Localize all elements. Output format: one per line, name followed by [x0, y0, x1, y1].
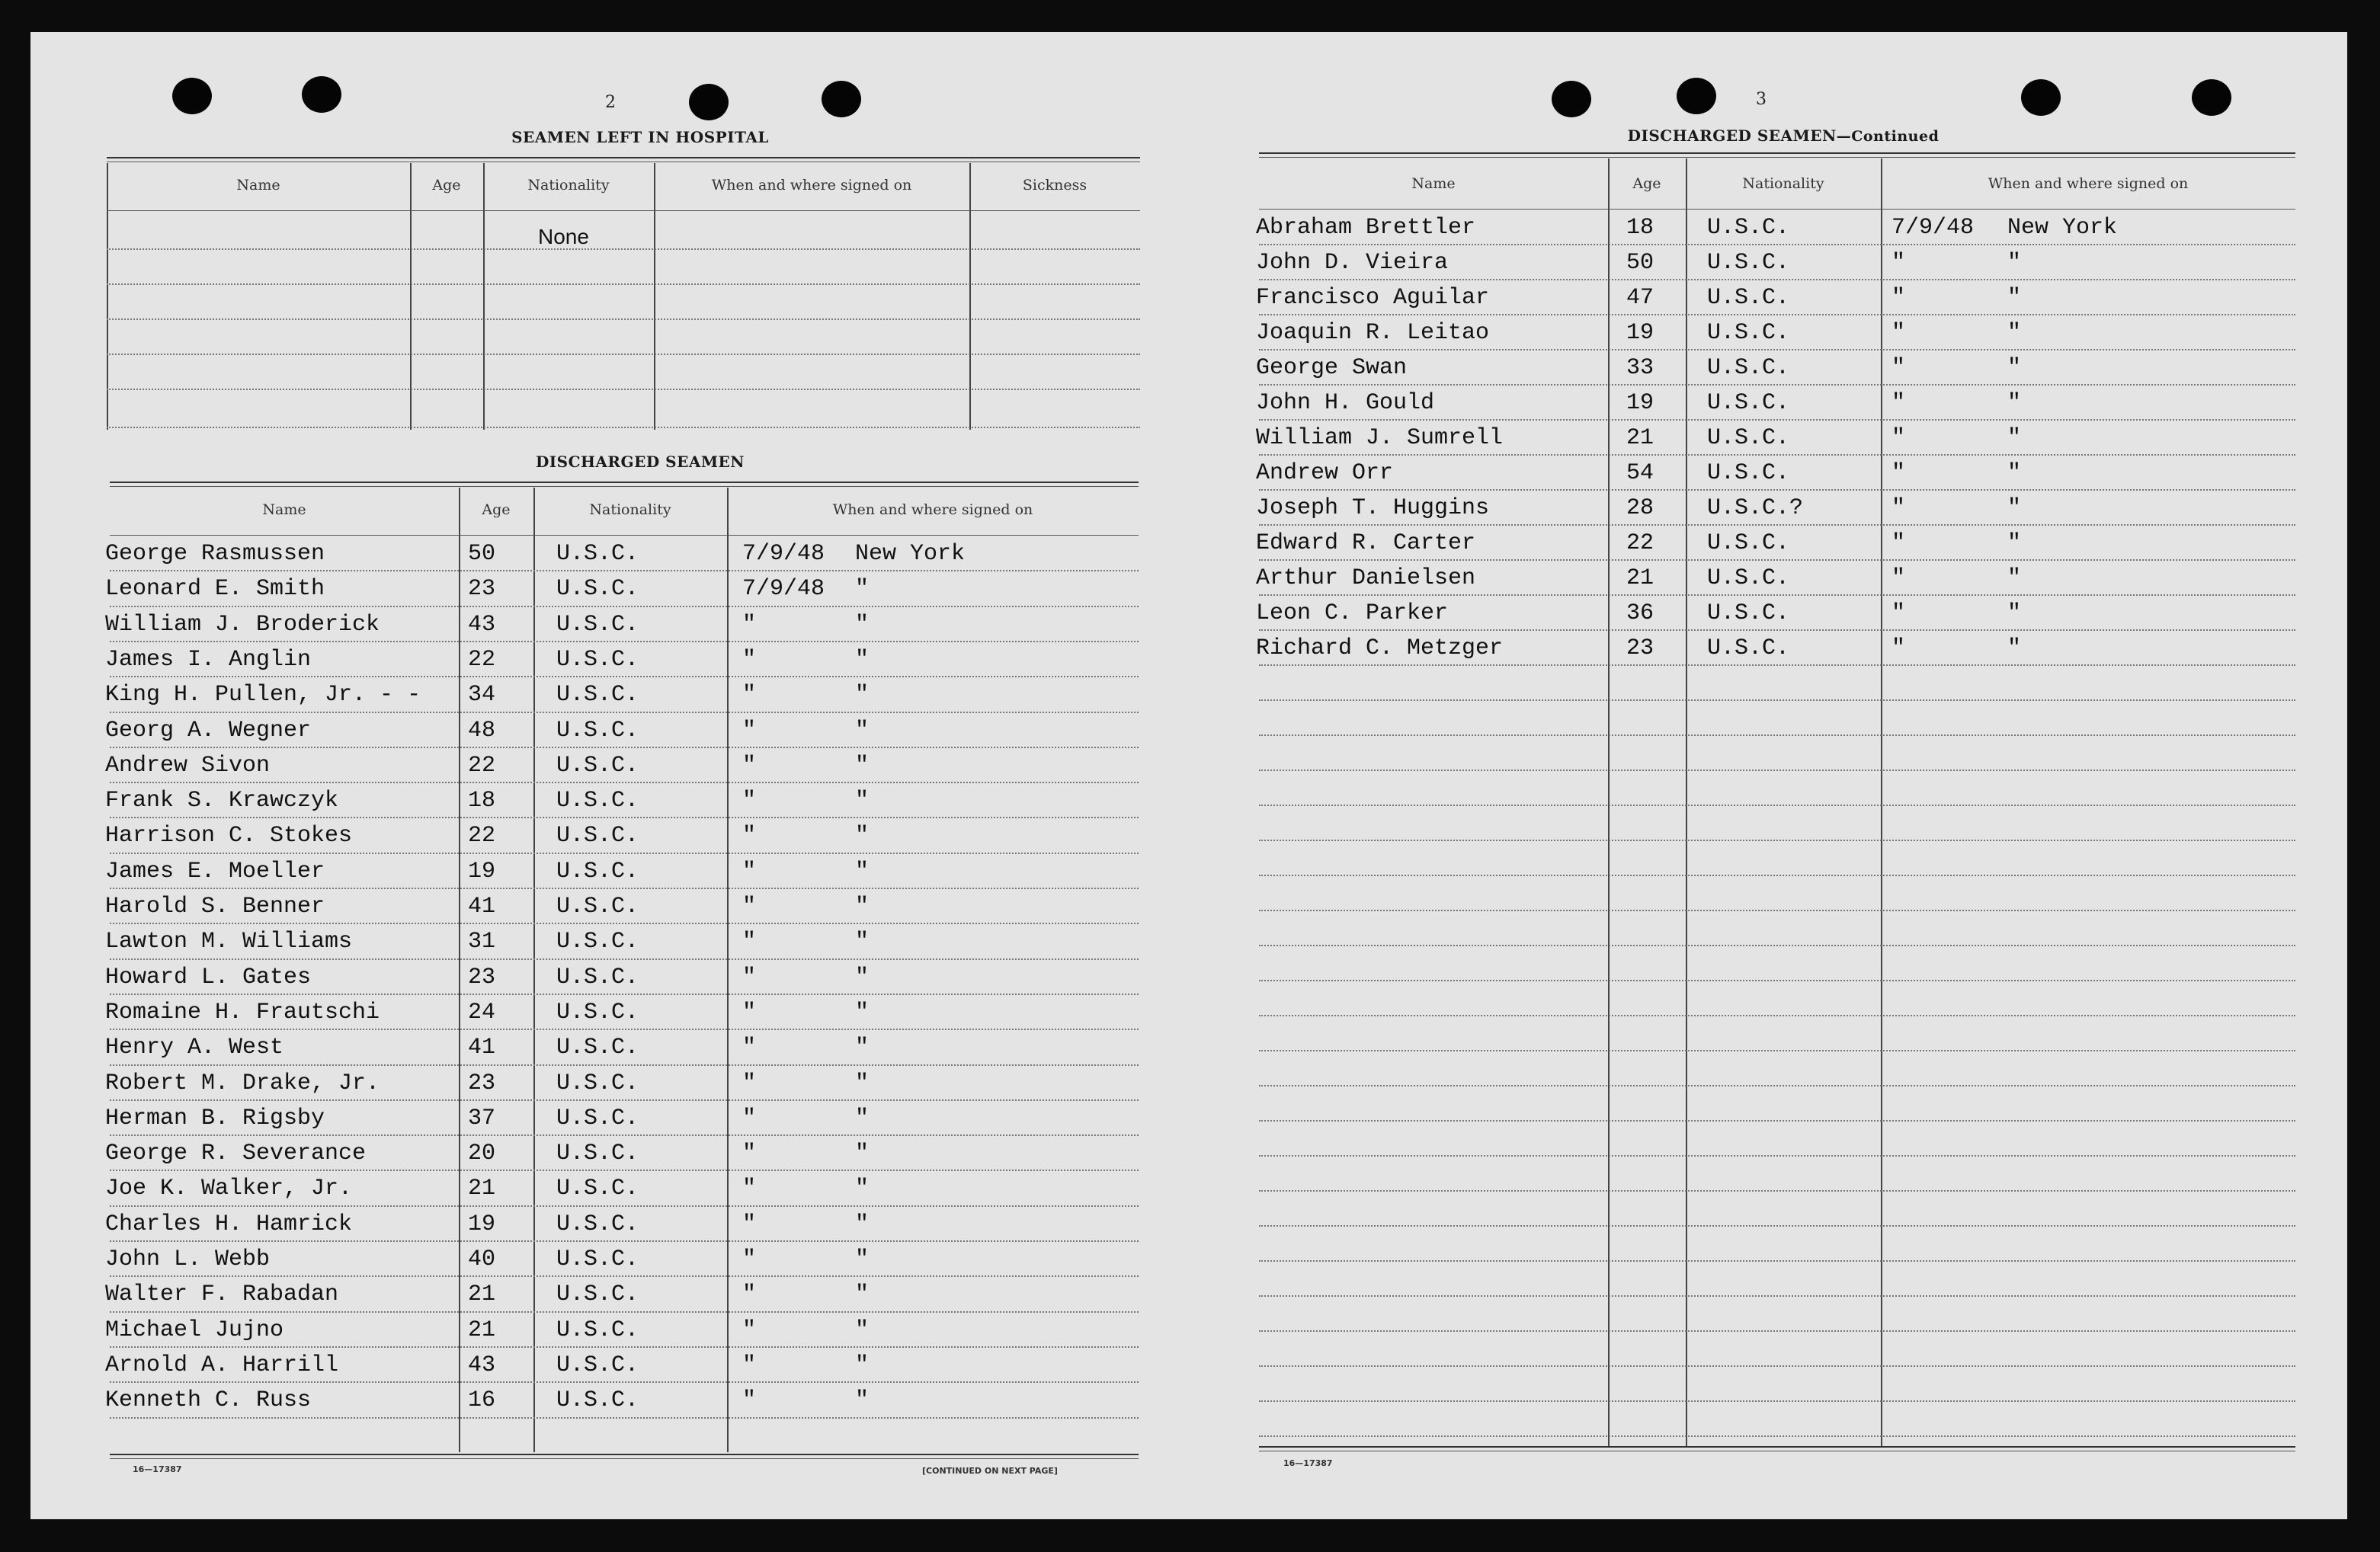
row-rule — [110, 1346, 1139, 1348]
seaman-age: 21 — [1626, 425, 1654, 451]
seaman-nationality: U.S.C. — [556, 964, 639, 990]
signed-on-date: " — [742, 858, 757, 885]
signed-on-place: " — [855, 823, 870, 850]
seaman-name: George Rasmussen — [105, 541, 325, 567]
signed-on-place: " — [855, 858, 870, 885]
seaman-age: 23 — [468, 1070, 496, 1096]
punch-hole — [689, 84, 729, 120]
signed-on-date: 7/9/48 — [1892, 215, 1975, 241]
signed-on-date: " — [742, 1211, 757, 1237]
seaman-age: 21 — [468, 1317, 496, 1343]
signed-on-place: " — [855, 1035, 870, 1061]
row-rule — [1259, 840, 2295, 841]
seaman-nationality: U.S.C. — [1707, 285, 1790, 311]
signed-on-place: " — [2007, 285, 2022, 311]
seaman-name: Andrew Orr — [1256, 460, 1394, 486]
seaman-name: Joe K. Walker, Jr. — [105, 1176, 353, 1202]
seaman-name: Herman B. Rigsby — [105, 1105, 325, 1131]
seaman-age: 23 — [1626, 635, 1654, 661]
title-suffix: —Continued — [1836, 128, 1940, 145]
row-rule — [110, 958, 1139, 960]
signed-on-place: " — [855, 576, 870, 603]
seaman-age: 18 — [468, 788, 496, 814]
signed-on-date: " — [742, 788, 757, 814]
seaman-name: Francisco Aguilar — [1256, 285, 1490, 311]
signed-on-date: 7/9/48 — [742, 541, 825, 567]
column-header-name: Name — [262, 501, 306, 518]
row-rule — [110, 712, 1139, 713]
signed-on-place: New York — [2007, 215, 2118, 241]
row-rule — [1259, 454, 2295, 456]
signed-on-place: " — [855, 752, 870, 779]
row-rule — [1259, 1330, 2295, 1332]
row-rule — [110, 1134, 1139, 1136]
seaman-name: James E. Moeller — [105, 858, 325, 885]
signed-on-date: " — [742, 1246, 757, 1272]
title-text: DISCHARGED SEAMEN — [1627, 126, 1837, 145]
signed-on-date: " — [742, 823, 757, 850]
row-rule — [110, 853, 1139, 854]
column-header-age: Age — [1632, 175, 1661, 192]
signed-on-date: " — [742, 894, 757, 920]
seaman-name: Richard C. Metzger — [1256, 635, 1504, 661]
row-rule — [1259, 1050, 2295, 1051]
signed-on-place: " — [855, 788, 870, 814]
row-rule — [110, 1170, 1139, 1171]
signed-on-date: " — [742, 929, 757, 955]
seaman-nationality: U.S.C. — [1707, 460, 1790, 486]
seaman-age: 50 — [1626, 250, 1654, 276]
seaman-nationality: U.S.C.? — [1707, 495, 1804, 521]
seaman-name: John D. Vieira — [1256, 250, 1449, 276]
punch-hole — [822, 81, 861, 117]
signed-on-date: " — [742, 1035, 757, 1061]
signed-on-place: " — [855, 1211, 870, 1237]
seaman-age: 19 — [468, 1211, 496, 1237]
signed-on-place: " — [2007, 355, 2022, 381]
signed-on-place: " — [855, 611, 870, 638]
punch-hole — [1677, 78, 1716, 114]
signed-on-date: " — [742, 1141, 757, 1167]
seaman-nationality: U.S.C. — [556, 717, 639, 744]
seaman-name: Robert M. Drake, Jr. — [105, 1070, 380, 1096]
row-rule — [1259, 699, 2295, 701]
seaman-name: Charles H. Hamrick — [105, 1211, 353, 1237]
form-number: 16—17387 — [1283, 1458, 1333, 1468]
seaman-nationality: U.S.C. — [556, 576, 639, 603]
seaman-nationality: U.S.C. — [1707, 600, 1790, 626]
seaman-name: George Swan — [1256, 355, 1408, 381]
signed-on-date: " — [742, 1317, 757, 1343]
seaman-age: 36 — [1626, 600, 1654, 626]
seaman-age: 40 — [468, 1246, 496, 1272]
hospital-entry: None — [538, 225, 589, 248]
seaman-nationality: U.S.C. — [556, 1352, 639, 1378]
signed-on-place: " — [855, 999, 870, 1026]
column-header-nationality: Nationality — [589, 501, 671, 518]
seaman-name: Kenneth C. Russ — [105, 1387, 312, 1414]
seaman-age: 34 — [468, 682, 496, 709]
signed-on-place: " — [2007, 460, 2022, 486]
seaman-nationality: U.S.C. — [1707, 390, 1790, 416]
signed-on-date: " — [1892, 635, 1906, 661]
seaman-nationality: U.S.C. — [556, 858, 639, 885]
row-rule — [110, 1029, 1139, 1030]
seaman-age: 28 — [1626, 495, 1654, 521]
row-rule — [1259, 489, 2295, 491]
row-rule — [1259, 1365, 2295, 1367]
form-number: 16—17387 — [133, 1464, 182, 1474]
row-rule — [1259, 629, 2295, 631]
seaman-age: 18 — [1626, 215, 1654, 241]
seaman-age: 16 — [468, 1387, 496, 1414]
seaman-age: 22 — [468, 752, 496, 779]
seaman-nationality: U.S.C. — [556, 929, 639, 955]
seaman-age: 21 — [468, 1282, 496, 1308]
seaman-nationality: U.S.C. — [556, 682, 639, 709]
signed-on-date: " — [1892, 320, 1906, 346]
row-rule — [110, 747, 1139, 748]
seaman-age: 24 — [468, 999, 496, 1026]
seaman-age: 33 — [1626, 355, 1654, 381]
signed-on-date: " — [1892, 285, 1906, 311]
seaman-name: Frank S. Krawczyk — [105, 788, 339, 814]
hospital-section-title: SEAMEN LEFT IN HOSPITAL — [511, 128, 769, 146]
row-rule — [110, 1275, 1139, 1277]
seaman-name: Leonard E. Smith — [105, 576, 325, 603]
row-rule — [1259, 875, 2295, 876]
column-header-age: Age — [432, 177, 461, 194]
signed-on-place: " — [855, 1070, 870, 1096]
seaman-age: 22 — [1626, 530, 1654, 556]
row-rule — [1259, 524, 2295, 526]
seaman-age: 20 — [468, 1141, 496, 1167]
row-rule — [1259, 1295, 2295, 1297]
column-header-signed-on: When and where signed on — [711, 177, 912, 194]
seaman-age: 37 — [468, 1105, 496, 1131]
seaman-name: Andrew Sivon — [105, 752, 271, 779]
signed-on-place: " — [2007, 495, 2022, 521]
signed-on-date: " — [742, 682, 757, 709]
seaman-age: 54 — [1626, 460, 1654, 486]
seaman-nationality: U.S.C. — [556, 823, 639, 850]
signed-on-place: " — [2007, 635, 2022, 661]
column-header-signed-on: When and where signed on — [1988, 175, 2189, 192]
row-rule — [110, 606, 1139, 607]
seaman-name: William J. Sumrell — [1256, 425, 1504, 451]
seaman-nationality: U.S.C. — [556, 541, 639, 567]
seaman-name: Lawton M. Williams — [105, 929, 353, 955]
seaman-nationality: U.S.C. — [1707, 425, 1790, 451]
signed-on-place: " — [855, 1176, 870, 1202]
row-rule — [1259, 559, 2295, 561]
row-rule — [110, 1417, 1139, 1419]
punch-hole — [172, 78, 212, 114]
row-rule — [110, 570, 1139, 571]
signed-on-date: " — [1892, 495, 1906, 521]
seaman-nationality: U.S.C. — [556, 1211, 639, 1237]
signed-on-place: " — [2007, 250, 2022, 276]
row-rule — [110, 1064, 1139, 1066]
column-header-name: Name — [1411, 175, 1456, 192]
seaman-name: Arthur Danielsen — [1256, 565, 1476, 591]
signed-on-place: " — [2007, 320, 2022, 346]
row-rule — [1259, 910, 2295, 911]
row-rule — [110, 923, 1139, 924]
row-rule — [110, 676, 1139, 677]
signed-on-date: " — [742, 611, 757, 638]
seaman-nationality: U.S.C. — [1707, 320, 1790, 346]
row-rule — [1259, 980, 2295, 981]
signed-on-place: " — [855, 1141, 870, 1167]
row-rule — [1259, 384, 2295, 386]
seaman-name: Arnold A. Harrill — [105, 1352, 339, 1378]
seaman-name: Georg A. Wegner — [105, 717, 312, 744]
seaman-age: 19 — [1626, 320, 1654, 346]
seaman-nationality: U.S.C. — [1707, 355, 1790, 381]
row-rule — [110, 1381, 1139, 1383]
row-rule — [1259, 1015, 2295, 1016]
row-rule — [1259, 1120, 2295, 1122]
column-header-nationality: Nationality — [527, 177, 610, 194]
punch-hole — [302, 76, 341, 113]
row-rule — [1259, 805, 2295, 806]
row-rule — [110, 994, 1139, 995]
signed-on-place: " — [855, 929, 870, 955]
row-rule — [1259, 1155, 2295, 1157]
signed-on-place: New York — [855, 541, 966, 567]
signed-on-date: " — [1892, 460, 1906, 486]
seaman-name: Howard L. Gates — [105, 964, 312, 990]
seaman-nationality: U.S.C. — [556, 646, 639, 673]
seaman-nationality: U.S.C. — [556, 752, 639, 779]
seaman-age: 31 — [468, 929, 496, 955]
row-rule — [1259, 419, 2295, 421]
seaman-name: Romaine H. Frautschi — [105, 999, 380, 1026]
column-header-nationality: Nationality — [1742, 175, 1824, 192]
signed-on-date: " — [742, 1176, 757, 1202]
signed-on-place: " — [2007, 565, 2022, 591]
row-rule — [110, 888, 1139, 889]
seaman-age: 21 — [1626, 565, 1654, 591]
seaman-age: 43 — [468, 1352, 496, 1378]
seaman-nationality: U.S.C. — [556, 1176, 639, 1202]
signed-on-date: " — [742, 752, 757, 779]
seaman-nationality: U.S.C. — [1707, 530, 1790, 556]
seaman-age: 43 — [468, 611, 496, 638]
row-rule — [1259, 349, 2295, 350]
row-rule — [1259, 664, 2295, 666]
seaman-name: William J. Broderick — [105, 611, 380, 638]
signed-on-place: " — [855, 1282, 870, 1308]
row-rule — [1259, 1400, 2295, 1402]
seaman-nationality: U.S.C. — [556, 1317, 639, 1343]
row-rule — [110, 1099, 1139, 1101]
discharged-continued-title — [1478, 126, 2088, 145]
signed-on-place: " — [2007, 390, 2022, 416]
document-sheet — [30, 32, 2347, 1519]
seaman-age: 19 — [1626, 390, 1654, 416]
signed-on-date: " — [742, 717, 757, 744]
row-rule — [1259, 594, 2295, 596]
signed-on-place: " — [855, 964, 870, 990]
column-header-name: Name — [236, 177, 280, 194]
seaman-nationality: U.S.C. — [556, 1105, 639, 1131]
seaman-nationality: U.S.C. — [556, 788, 639, 814]
signed-on-date: " — [1892, 565, 1906, 591]
seaman-name: Edward R. Carter — [1256, 530, 1476, 556]
row-rule — [1259, 1260, 2295, 1262]
signed-on-place: " — [855, 1387, 870, 1414]
signed-on-date: " — [742, 1352, 757, 1378]
signed-on-date: " — [1892, 530, 1906, 556]
seaman-age: 22 — [468, 823, 496, 850]
discharged-section-title: DISCHARGED SEAMEN — [535, 453, 745, 471]
row-rule — [110, 817, 1139, 818]
seaman-name: Leon C. Parker — [1256, 600, 1449, 626]
seaman-name: Joaquin R. Leitao — [1256, 320, 1490, 346]
row-rule — [1259, 279, 2295, 280]
row-rule — [110, 641, 1139, 642]
signed-on-date: " — [742, 964, 757, 990]
seaman-nationality: U.S.C. — [1707, 250, 1790, 276]
seaman-name: George R. Severance — [105, 1141, 367, 1167]
signed-on-place: " — [2007, 425, 2022, 451]
seaman-age: 47 — [1626, 285, 1654, 311]
signed-on-place: " — [2007, 530, 2022, 556]
row-rule — [1259, 945, 2295, 946]
seaman-name: James I. Anglin — [105, 646, 312, 673]
row-rule — [110, 1205, 1139, 1207]
signed-on-date: " — [742, 1282, 757, 1308]
seaman-nationality: U.S.C. — [556, 1035, 639, 1061]
page-number: 2 — [605, 93, 616, 112]
seaman-age: 48 — [468, 717, 496, 744]
signed-on-date: " — [742, 646, 757, 673]
seaman-age: 23 — [468, 576, 496, 603]
column-header-age: Age — [482, 501, 511, 518]
row-rule — [1259, 1190, 2295, 1192]
signed-on-place: " — [855, 1105, 870, 1131]
punch-hole — [1552, 81, 1591, 117]
signed-on-date: " — [1892, 390, 1906, 416]
seaman-name: Harrison C. Stokes — [105, 823, 353, 850]
signed-on-date: " — [1892, 600, 1906, 626]
row-rule — [110, 1240, 1139, 1242]
row-rule — [1259, 244, 2295, 245]
signed-on-place: " — [855, 1317, 870, 1343]
row-rule — [1259, 1435, 2295, 1437]
seaman-name: Harold S. Benner — [105, 894, 325, 920]
seaman-age: 21 — [468, 1176, 496, 1202]
row-rule — [1259, 1225, 2295, 1227]
seaman-name: Joseph T. Huggins — [1256, 495, 1490, 521]
column-header-sickness: Sickness — [1022, 177, 1087, 194]
signed-on-date: " — [742, 999, 757, 1026]
seaman-name: Michael Jujno — [105, 1317, 284, 1343]
signed-on-date: " — [1892, 355, 1906, 381]
seaman-nationality: U.S.C. — [1707, 215, 1790, 241]
seaman-nationality: U.S.C. — [556, 1141, 639, 1167]
seaman-nationality: U.S.C. — [556, 611, 639, 638]
signed-on-place: " — [2007, 600, 2022, 626]
seaman-age: 41 — [468, 894, 496, 920]
seaman-name: King H. Pullen, Jr. - - — [105, 682, 421, 709]
seaman-nationality: U.S.C. — [556, 1246, 639, 1272]
seaman-name: John L. Webb — [105, 1246, 271, 1272]
seaman-nationality: U.S.C. — [1707, 635, 1790, 661]
seaman-age: 19 — [468, 858, 496, 885]
signed-on-date: " — [742, 1105, 757, 1131]
seaman-nationality: U.S.C. — [556, 999, 639, 1026]
seaman-name: John H. Gould — [1256, 390, 1435, 416]
row-rule — [1259, 1085, 2295, 1086]
page-number: 3 — [1756, 90, 1767, 109]
signed-on-place: " — [855, 1246, 870, 1272]
seaman-name: Henry A. West — [105, 1035, 284, 1061]
seaman-name: Abraham Brettler — [1256, 215, 1476, 241]
signed-on-place: " — [855, 682, 870, 709]
seaman-nationality: U.S.C. — [556, 1282, 639, 1308]
seaman-age: 23 — [468, 964, 496, 990]
row-rule — [1259, 314, 2295, 315]
signed-on-place: " — [855, 894, 870, 920]
signed-on-place: " — [855, 646, 870, 673]
signed-on-date: " — [1892, 250, 1906, 276]
seaman-age: 41 — [468, 1035, 496, 1061]
signed-on-date: " — [742, 1070, 757, 1096]
signed-on-place: " — [855, 1352, 870, 1378]
punch-hole — [2021, 79, 2061, 116]
signed-on-date: " — [1892, 425, 1906, 451]
row-rule — [110, 1311, 1139, 1313]
seaman-age: 22 — [468, 646, 496, 673]
continued-note: [CONTINUED ON NEXT PAGE] — [922, 1466, 1058, 1476]
seaman-nationality: U.S.C. — [556, 894, 639, 920]
column-header-signed-on: When and where signed on — [832, 501, 1033, 518]
signed-on-place: " — [855, 717, 870, 744]
punch-hole — [2192, 79, 2231, 116]
seaman-nationality: U.S.C. — [1707, 565, 1790, 591]
seaman-nationality: U.S.C. — [556, 1070, 639, 1096]
seaman-nationality: U.S.C. — [556, 1387, 639, 1414]
row-rule — [1259, 770, 2295, 771]
signed-on-date: " — [742, 1387, 757, 1414]
row-rule — [1259, 734, 2295, 736]
row-rule — [110, 782, 1139, 783]
seaman-age: 50 — [468, 541, 496, 567]
signed-on-date: 7/9/48 — [742, 576, 825, 603]
seaman-name: Walter F. Rabadan — [105, 1282, 339, 1308]
